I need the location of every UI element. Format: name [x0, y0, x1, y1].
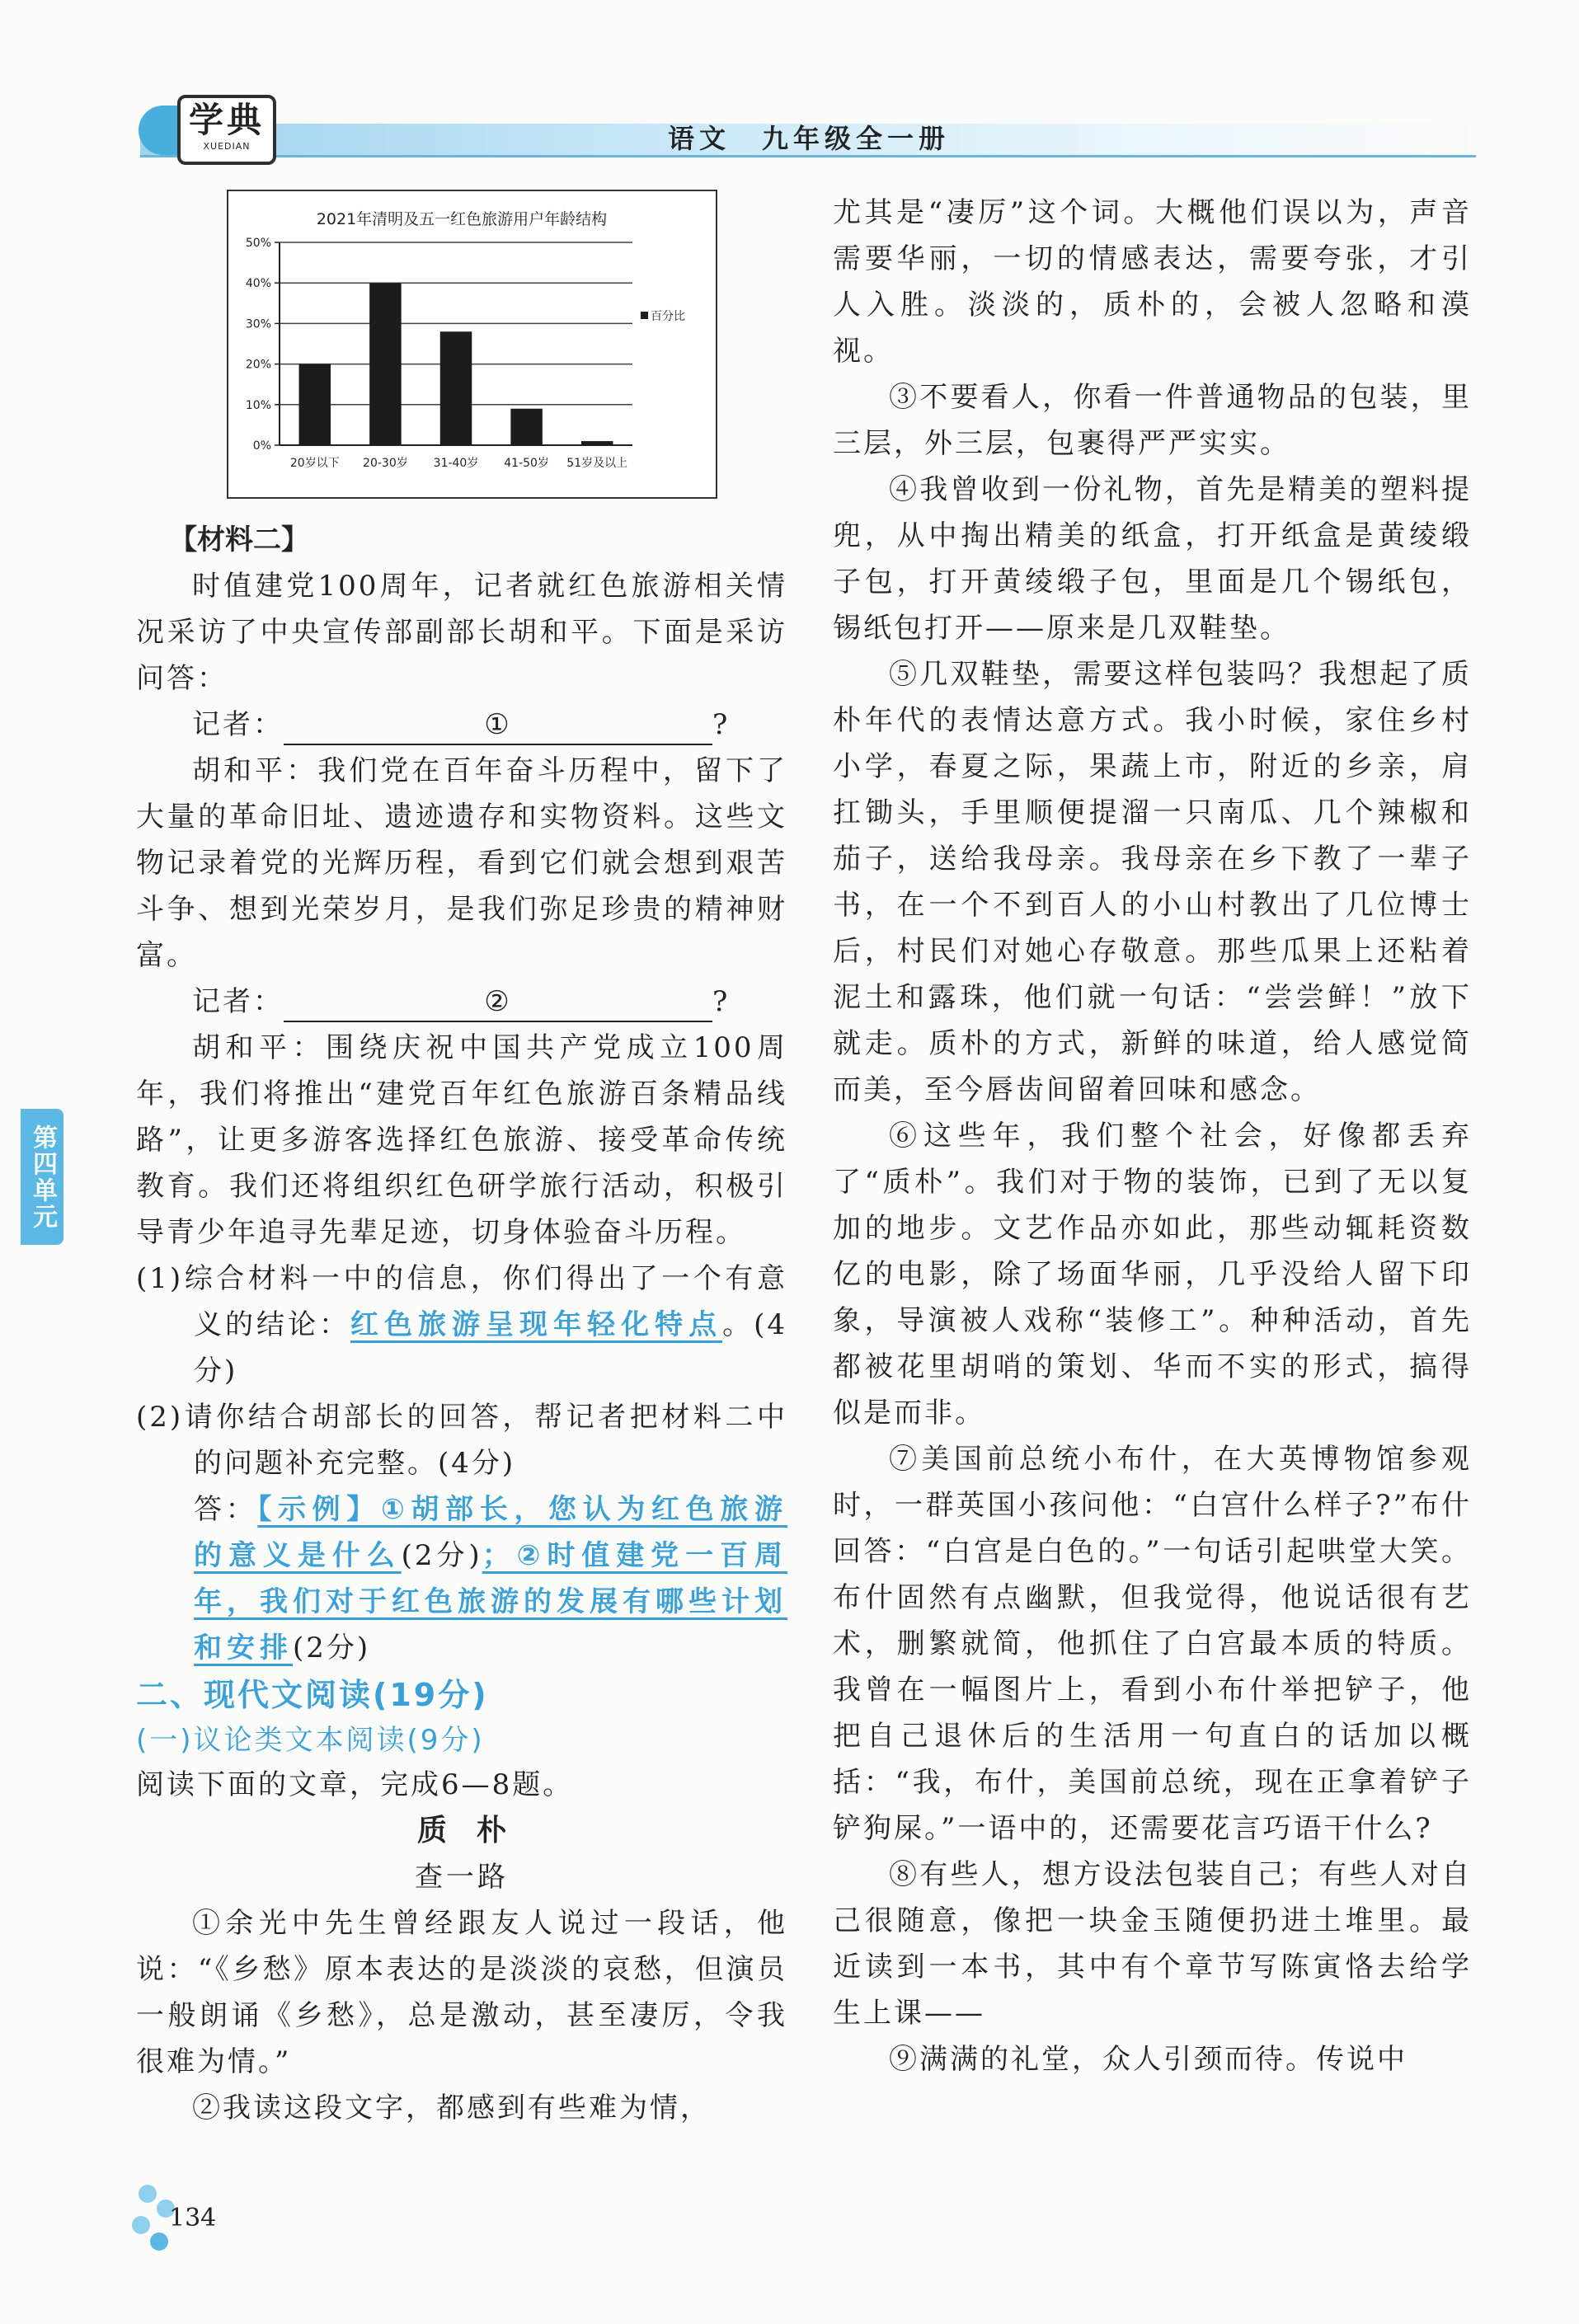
y-tick-label: 10%	[245, 398, 271, 412]
answer-2-part-b: ；②时值建党一百周年，我们对于红色旅游的发展有哪些计划和安排	[194, 1539, 787, 1664]
section-title: 二、现代文阅读(19分)	[136, 1677, 489, 1713]
essay-paragraph-4: ④我曾收到一份礼物，首先是精美的塑料提兜，从中掏出精美的纸盒，打开纸盒是黄绫缎子包，打开黄绫缎子包，里面是几个锡纸包，锡纸包打开——原来是几双鞋垫。	[833, 473, 1472, 645]
book-title: 语文 九年级全一册	[668, 123, 951, 154]
logo-main-text: 学典	[188, 100, 265, 140]
blank-1: ①	[284, 706, 712, 745]
essay-title: 质朴	[416, 1814, 536, 1847]
answer-2-label: 答：	[194, 1493, 258, 1526]
logo-sub-text: XUEDIAN	[203, 141, 251, 152]
dot	[132, 2216, 150, 2234]
essay-paragraph-2: ②我读这段文字，都感到有些难为情，	[192, 2092, 711, 2124]
bar-51岁及以上	[581, 441, 613, 445]
answer-2-part-b-score: (2分)	[293, 1631, 371, 1664]
reporter-label: 记者：	[192, 708, 284, 741]
bar-41-50岁	[510, 409, 543, 445]
x-tick-label: 41-50岁	[504, 457, 549, 470]
x-tick-label: 20-30岁	[363, 457, 408, 470]
essay-paragraph-6: ⑥这些年，我们整个社会，好像都丢弃了“质朴”。我们对于物的装饰，已到了无以复加的地步。文艺作品亦如此，那些动辄耗资数亿的电影，除了场面华丽，几乎没给人留下印象，导演被人戏称“装修工”。种种活动，首先都被花里胡哨的策划、华而不实的形式，搞得似是而非。	[833, 1120, 1472, 1430]
logo-wing	[139, 106, 181, 155]
x-tick-label: 20岁以下	[289, 457, 340, 470]
bar-31-40岁	[440, 331, 472, 445]
essay-paragraph-1: ①余光中先生曾经跟友人说过一段话，他说：“《乡愁》原本表达的是淡淡的哀愁，但演员一般朗诵《乡愁》，总是激动，甚至凄厉，令我很难为情。”	[136, 1907, 787, 2078]
y-tick-label: 40%	[245, 277, 271, 291]
right-column	[833, 190, 1472, 2082]
reporter-label: 记者：	[192, 985, 284, 1018]
y-tick-label: 0%	[252, 439, 271, 453]
interview-answer-2: 胡和平：围绕庆祝中国共产党成立100周年，我们将推出“建党百年红色旅游百条精品线路”，让更多游客选择红色旅游、接受革命传统教育。我们还将组织红色研学旅行活动，积极引导青少年追寻先辈足迹，切身体验奋斗历程。	[136, 1031, 787, 1249]
bar-20岁以下	[299, 364, 331, 445]
answer-1-score: 。(4分)	[194, 1308, 787, 1387]
age-structure-chart	[227, 190, 717, 499]
y-tick-label: 30%	[245, 317, 271, 331]
essay-paragraph-7: ⑦美国前总统小布什，在大英博物馆参观时，一群英国小孩问他：“白宫什么样子?”布什回答：“白宫是白色的。”一句话引起哄堂大笑。布什固然有点幽默，但我觉得，他说话很有艺术，删繁就简，他抓住了白宫最本质的特质。我曾在一幅图片上，看到小布什举把铲子，他把自己退休后的生活用一句直白的话加以概括：“我，布什，美国前总统，现在正拿着铲子铲狗屎。”一语中的，还需要花言巧语干什么?	[833, 1443, 1472, 1845]
publisher-logo	[177, 95, 276, 165]
answer-1: 红色旅游呈现年轻化特点	[350, 1308, 723, 1341]
question-1-text: (1)综合材料一中的信息，你们得出了一个有意义的结论：	[136, 1262, 787, 1341]
left-column	[136, 190, 787, 2131]
question-2: (2)请你结合胡部长的回答，帮记者把材料二中的问题补充完整。(4分)	[136, 1401, 787, 1480]
x-tick-label: 31-40岁	[433, 457, 479, 470]
blank-2: ②	[284, 983, 712, 1022]
dot	[139, 2185, 157, 2203]
essay-author: 查一路	[415, 1861, 509, 1894]
answer-2-part-a: 【示例】①胡部长，您认为红色旅游的意义是什么	[194, 1493, 787, 1572]
interview-question-1	[136, 702, 787, 748]
answer-2	[136, 1486, 787, 1671]
legend-label: 百分比	[651, 310, 685, 323]
essay-paragraph-3: ③不要看人，你看一件普通物品的包装，里三层，外三层，包裹得严严实实。	[833, 381, 1472, 460]
reading-instruction: 阅读下面的文章，完成6—8题。	[136, 1768, 574, 1801]
legend-swatch	[641, 312, 648, 319]
page-header	[0, 0, 1579, 173]
x-tick-label: 51岁及以上	[566, 457, 628, 470]
essay-paragraph-2-cont: 尤其是“凄厉”这个词。大概他们误以为，声音需要华丽，一切的情感表达，需要夸张，才引人入胜。淡淡的，质朴的，会被人忽略和漠视。	[833, 196, 1472, 368]
material-two-title: 【材料二】	[169, 523, 309, 556]
essay-paragraph-9: ⑨满满的礼堂，众人引颈而待。传说中	[889, 2043, 1407, 2076]
unit-tab: 第四单元	[21, 1109, 63, 1245]
question-1	[136, 1256, 787, 1394]
interview-question-2	[136, 979, 787, 1025]
interview-answer-1: 胡和平：我们党在百年奋斗历程中，留下了大量的革命旧址、遗迹遗存和实物资料。这些文物记录着党的光辉历程，看到它们就会想到艰苦斗争、想到光荣岁月，是我们弥足珍贵的精神财富。	[136, 754, 787, 972]
chart-title: 2021年清明及五一红色旅游用户年龄结构	[316, 210, 608, 228]
interview-intro: 时值建党100周年，记者就红色旅游相关情况采访了中央宣传部副部长胡和平。下面是采访问答：	[136, 570, 787, 695]
y-tick-label: 20%	[245, 358, 271, 372]
y-tick-label: 50%	[245, 237, 271, 250]
essay-paragraph-5: ⑤几双鞋垫，需要这样包装吗？我想起了质朴年代的表情达意方式。我小时候，家住乡村小学，春夏之际，果蔬上市，附近的乡亲，肩扛锄头，手里顺便提溜一只南瓜、几个辣椒和茄子，送给我母亲。我母亲在乡下教了一辈子书，在一个不到百人的小山村教出了几位博士后，村民们对她心存敬意。那些瓜果上还粘着泥土和露珠，他们就一句话：“尝尝鲜！”放下就走。质朴的方式，新鲜的味道，给人感觉简而美，至今唇齿间留着回味和感念。	[833, 658, 1472, 1106]
question-mark: ?	[712, 985, 731, 1018]
question-mark: ?	[712, 708, 731, 741]
bar-20-30岁	[369, 283, 402, 445]
answer-2-part-a-score: (2分)	[401, 1539, 482, 1572]
dot	[150, 2232, 168, 2251]
page-number: 134	[169, 2204, 217, 2232]
essay-paragraph-8: ⑧有些人，想方设法包装自己；有些人对自己很随意，像把一块金玉随便扔进土堆里。最近读到一本书，其中有个章节写陈寅恪去给学生上课——	[833, 1858, 1472, 2030]
chart-svg	[228, 191, 716, 497]
subsection-title: (一)议论类文本阅读(9分)	[136, 1724, 485, 1757]
